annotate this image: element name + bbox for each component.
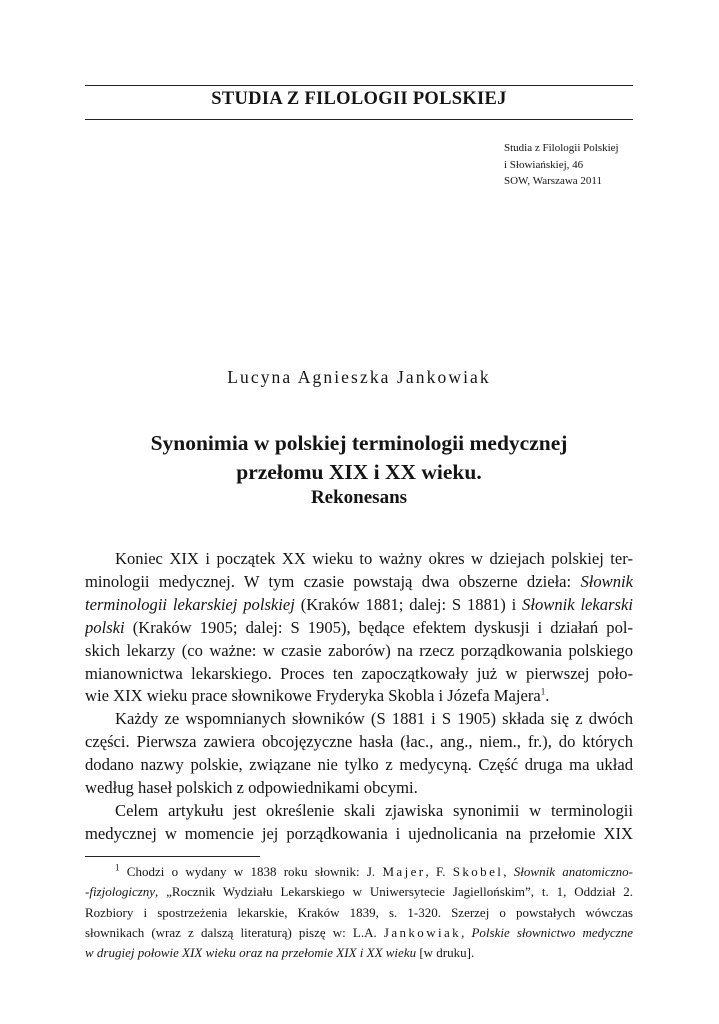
paragraph-2-line: części. Pierwsza zawiera obcojęzyczne hasła (łac., ang., niem., fr.), do których	[85, 732, 633, 752]
footnote-separator	[85, 856, 260, 857]
header-top-rule	[85, 85, 633, 86]
citation-block	[504, 140, 704, 190]
paragraph-1-line: Koniec XIX i początek XX wieku to ważny okres w dziejach polskiej ter-	[115, 549, 633, 568]
footnote-line: w drugiej połowie XIX wieku oraz na przełomie XIX i XX wieku [w druku].	[85, 945, 475, 961]
paragraph-1-line: terminologii lekarskiej polskiej (Kraków 1881; dalej: S 1881) i Słownik lekarski	[85, 594, 633, 614]
footnote	[85, 862, 633, 963]
article-subtitle: Rekonesans	[310, 487, 408, 508]
paragraph-1-line: skich lekarzy (co ważne: w czasie zaborów) na rzecz porządkowania polskiego	[85, 640, 633, 660]
citation-line: Studia z Filologii Polskiej	[504, 142, 619, 154]
article-title-line: Synonimia w polskiej terminologii medycznej	[150, 431, 568, 455]
footnote-line: -fizjologiczny, „Rocznik Wydziału Lekarskiego w Uniwersytecie Jagiellońskim”, t. 1, Oddział 2.	[85, 884, 633, 900]
paragraph-1-line: polski (Kraków 1905; dalej: S 1905), będące efektem dyskusji i działań pol-	[85, 617, 633, 637]
paragraph-3-line: Celem artykułu jest określenie skali zjawiska synonimii w terminologii	[115, 800, 633, 820]
paragraph-2-line: dodano nazwy polskie, związane nie tylko z medycyną. Część druga ma układ	[85, 755, 633, 775]
paragraph-2-line: według haseł polskich z odpowiednikami obcymi.	[85, 778, 418, 798]
footnote-reference[interactable]: 1	[540, 686, 546, 697]
paragraph-1-line: mianownictwa lekarskiego. Proces ten zapoczątkowały już w pierwszej poło-	[85, 663, 633, 683]
journal-title: STUDIA Z FILOLOGII POLSKIEJ	[211, 89, 507, 109]
footnote-line: $^1$ Chodzi o wydany w 1838 roku słownik: J. Majer, F. Skobel, Słownik anatomiczno-	[115, 862, 633, 879]
article-body	[85, 548, 633, 846]
paragraph-2-line: Każdy ze wspomnianych słowników (S 1881 i S 1905) składa się z dwóch	[115, 709, 633, 729]
footnote-line: słownikach (wraz z dalszą literaturą) piszę w: L.A. Jankowiak, Polskie słownictwo medyczne	[85, 924, 633, 940]
paragraph-3-line: medycznej w momencie jej porządkowania i ujednolicania na przełomie XIX	[85, 823, 633, 843]
footnote-number: 1	[115, 862, 120, 873]
paragraph-1-line: minologii medycznej. W tym czasie powstają dwa obszerne dzieła: Słownik	[85, 571, 633, 591]
header-bottom-rule	[85, 119, 633, 120]
paragraph-1-line: wie XIX wieku prace słownikowe Fryderyka Skobla i Józefa Majera$^1$.	[85, 686, 550, 706]
footnote-line: Rozbiory i spostrzeżenia lekarskie, Kraków 1839, s. 1-320. Szerzej o powstałych wówczas	[85, 904, 633, 920]
article-title-line: przełomu XIX i XX wieku.	[236, 460, 482, 484]
citation-line: SOW, Warszawa 2011	[504, 175, 602, 187]
author-name: Lucyna Agnieszka Jankowiak	[227, 367, 491, 387]
article-title	[85, 429, 633, 487]
citation-line: i Słowiańskiej, 46	[504, 158, 584, 171]
